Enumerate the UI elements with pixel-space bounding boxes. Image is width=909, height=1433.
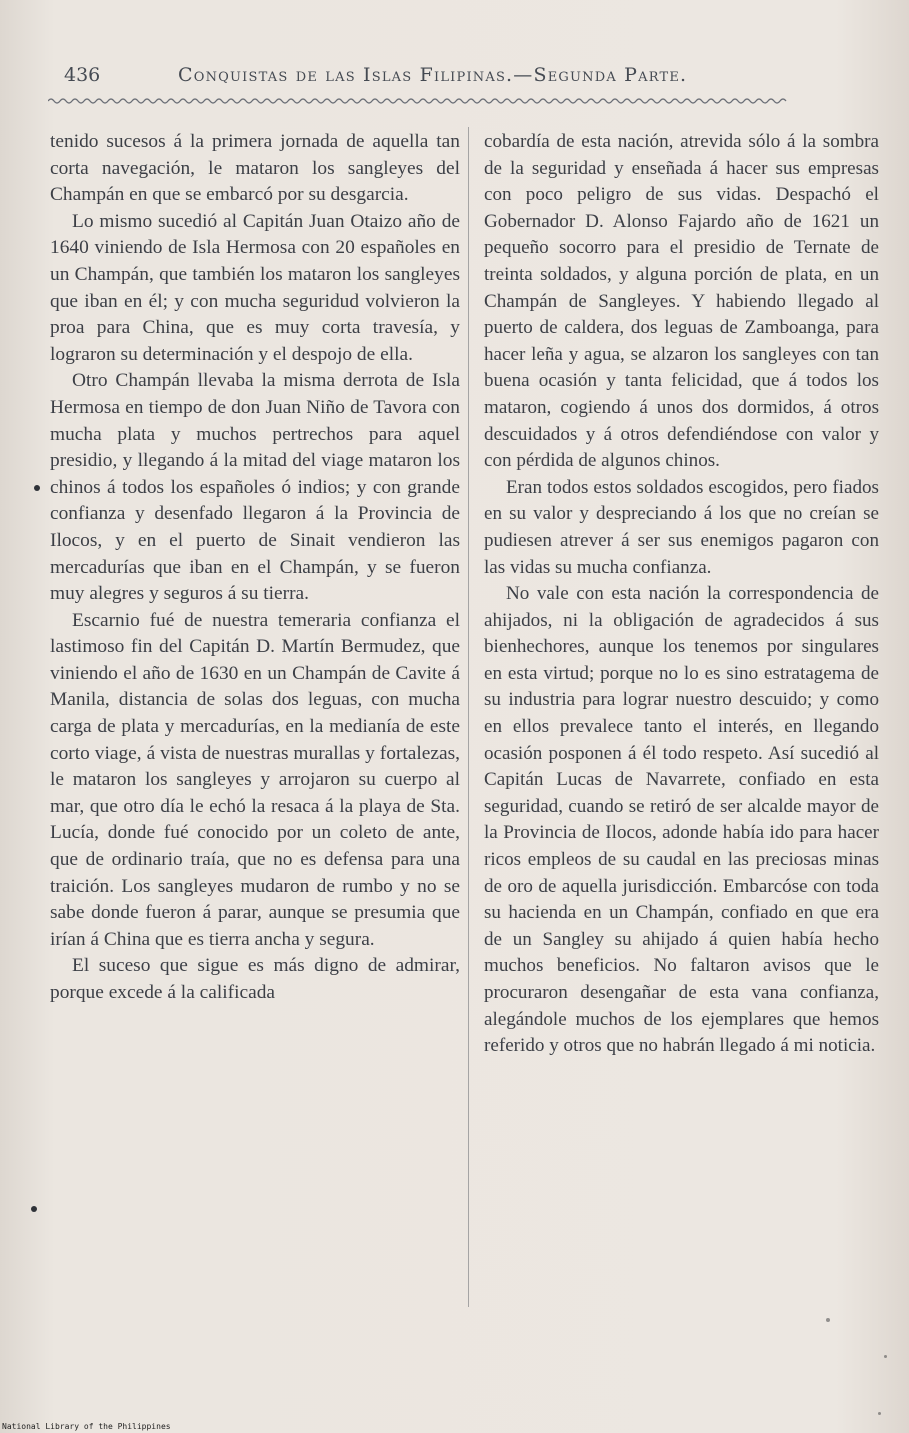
- paper-speck: [826, 1318, 830, 1322]
- paper-speck: [878, 1412, 881, 1415]
- paragraph: Eran todos estos soldados escogidos, pero fiados en su valor y despreciando á los que no creían se pudiesen atrever á ser sus enemigos pagaron con las vidas su mucha confianza.: [484, 476, 879, 578]
- paragraph: No vale con esta nación la correspondencia de ahijados, ni la obligación de agradecidos á sus bienhechores, aunque los tenemos por singulares en esta virtud; porque no lo es sino estratagema de su industria para lograr nuestro descuido; y como en ellos prevalece tanto el interés, en llegando ocasión posponen á él todo respeto. Así sucedió al Capitán Lucas de Navarrete, confiado en esta seguridad, cuando se retiró de ser alcalde mayor de la Provincia de Ilocos, adonde había ido para hacer ricos empleos de su caudal en las preciosas minas de oro de aquella jurisdicción. Embarcóse con toda su hacienda en un Champán, confiado en que era de un Sangley su ahijado á quien había hecho muchos beneficios. No faltaron avisos que le procuraron desengañar de esta vana confianza, alegándole muchos de los ejemplares que hemos referido y otros que no habrán llegado á mi noticia.: [484, 583, 879, 1057]
- paragraph: cobardía de esta nación, atrevida sólo á la sombra de la seguridad y enseñada á hacer sus empresas con poco peligro de sus vidas. Despachó el Gobernador D. Alonso Fajardo año de 1621 un pequeño socorro para el presidio de Ternate de treinta soldados, y alguna porción de plata, en un Champán de Sangleyes. Y habiendo llegado al puerto de caldera, dos leguas de Zamboanga, para hacer leña y agua, se alzaron los sangleyes con tan buena ocasión y tanta felicidad, que á todos los mataron, cogiendo á unos dos dormidos, á otros descuidados y á otros defendiéndose con valor y con pérdida de algunos chinos.: [484, 131, 879, 472]
- running-title: Conquistas de las Islas Filipinas.—Segunda Parte.: [178, 64, 688, 86]
- paragraph: Lo mismo sucedió al Capitán Juan Otaizo año de 1640 viniendo de Isla Hermosa con 20 españoles en un Champán, que también los mataron los sangleyes que iban en él; y con mucha seguridud volvieron la proa para China, que es muy corta travesía, y lograron su determinación y el despojo de ella.: [50, 210, 460, 365]
- column-divider: [468, 127, 469, 1307]
- paragraph: Escarnio fué de nuestra temeraria confianza el lastimoso fin del Capitán D. Martín Bermudez, que viniendo el año de 1630 en un Champán de Cavite á Manila, distancia de solas dos leguas, con mucha carga de plata y mercadurías, en la medianía de este corto viage, á vista de nuestras murallas y fortalezas, le mataron los sangleyes y arrojaron su cuerpo al mar, que otro día le echó la resaca á la playa de Sta. Lucía, donde fué conocido por un coleto de ante, que de ordinario traía, que no es defensa para una traición. Los sangleyes mudaron de rumbo y no se sabe donde fueron á parar, aunque se presumia que irían á China que es tierra ancha y segura.: [50, 609, 460, 950]
- paper-speck: [884, 1355, 887, 1358]
- paragraph: tenido sucesos á la primera jornada de aquella tan corta navegación, le mataron los sangleyes del Champán en que se embarcó por su desgarcia.: [50, 131, 460, 206]
- margin-dot-mark: [31, 1206, 37, 1212]
- paragraph: Otro Champán llevaba la misma derrota de Isla Hermosa en tiempo de don Juan Niño de Tavora con mucha plata y muchos pertrechos para aquel presidio, y llegando á la mitad del viage mataron los chinos á todos los españoles ó indios; y con grande confianza y desenfado llegaron á la Provincia de Ilocos, y en el puerto de Sinait vendieron las mercadurías que iban en el Champán, y se fueron muy alegres y seguros á su tierra.: [50, 370, 460, 605]
- right-column: [484, 129, 879, 1060]
- page-number: 436: [64, 64, 101, 86]
- left-column: [50, 129, 460, 1007]
- page-header: [0, 64, 909, 94]
- header-wavy-rule: [48, 97, 873, 105]
- paragraph: El suceso que sigue es más digno de admirar, porque excede á la calificada: [50, 955, 460, 1003]
- library-credit: National Library of the Philippines: [2, 1422, 171, 1431]
- margin-dot-mark: [34, 485, 40, 491]
